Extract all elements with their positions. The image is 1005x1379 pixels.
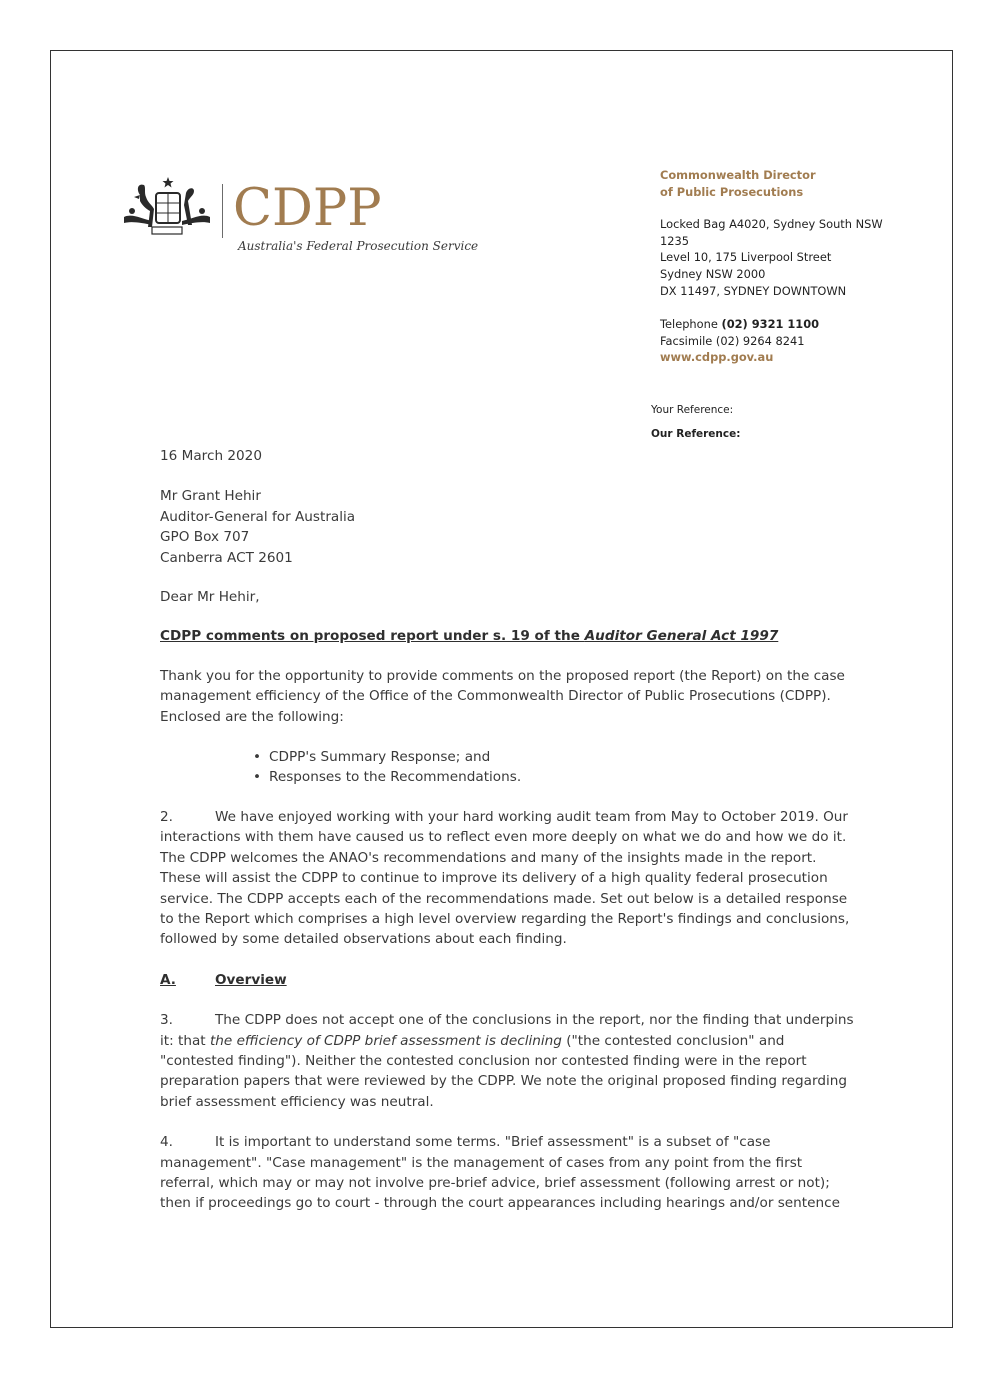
facsimile-line: Facsimile (02) 9264 8241	[660, 333, 805, 348]
our-reference-label: Our Reference:	[651, 428, 741, 440]
recipient-line: Canberra ACT 2601	[160, 549, 293, 566]
section-number: A.	[160, 971, 176, 988]
paragraph-3	[160, 1010, 860, 1112]
paragraph-2	[160, 807, 860, 950]
paragraph-text: We have enjoyed working with your hard working audit team from May to October 2019. Our interactions with them have caused us to reflect even more deeply on what we do and how we do it. The CDPP welcomes the ANAO's recommendations and many of the insights made in the report. These will assist the CDPP to continue to improve its delivery of a high quality federal prosecution service. The CDPP accepts each of the recommendations made. Set out below is a detailed response to the Report which comprises a high level overview regarding the Report's findings and conclusions, followed by some detailed observations about each finding.	[160, 808, 850, 948]
letter-body	[160, 446, 860, 1234]
sender-org-line2: of Public Prosecutions	[660, 184, 804, 199]
logo-wordmark: CDPP	[233, 179, 382, 238]
recipient-block	[160, 486, 860, 568]
recipient-line: Mr Grant Hehir	[160, 488, 261, 505]
sender-org-line1: Commonwealth Director	[660, 168, 816, 182]
address-line: DX 11497, SYDNEY DOWNTOWN	[660, 283, 847, 298]
section-heading	[160, 970, 860, 990]
paragraph-number: 2.	[160, 808, 173, 825]
address-line: Sydney NSW 2000	[660, 266, 766, 281]
paragraph-number: 3.	[160, 1012, 173, 1029]
subject-line	[160, 626, 860, 646]
paragraph-number: 4.	[160, 1134, 173, 1151]
paragraph-text: ("the contested conclusion" and "contested finding"). Neither the contested conclusion nor contested finding were in the report preparation papers that were reviewed by the CDPP. We note the original proposed finding regarding brief assessment efficiency was neutral.	[160, 1032, 847, 1110]
reference-block	[651, 398, 740, 446]
logo-divider	[222, 184, 223, 238]
intro-paragraph: Thank you for the opportunity to provide comments on the proposed report (the Report) on the case management efficiency of the Office of the Commonwealth Director of Public Prosecutions (CDPP). Enclosed are the following:	[160, 667, 845, 725]
paragraph-text: The CDPP does not accept one of the conclusions in the report, nor the finding that underpins it: that	[160, 1012, 854, 1049]
letter-date: 16 March 2020	[160, 448, 262, 464]
recipient-line: Auditor-General for Australia	[160, 508, 356, 525]
logo-tagline: Australia's Federal Prosecution Service	[238, 239, 479, 253]
paragraph-text: It is important to understand some terms. "Brief assessment" is a subset of "case management". "Case management" is the management of cases from any point from the first referral, which may or may not involve pre-brief advice, brief assessment (following arrest or not); then if proceedings go to court - through the court appearances including hearings and/or sentence	[160, 1134, 840, 1212]
paragraph-4	[160, 1132, 860, 1214]
address-line: Level 10, 175 Liverpool Street	[660, 250, 832, 265]
enclosures-list	[160, 747, 860, 788]
coat-of-arms-icon	[122, 175, 212, 239]
telephone-label: Telephone	[660, 317, 718, 332]
your-reference-label: Your Reference:	[651, 404, 734, 416]
website-link[interactable]: www.cdpp.gov.au	[660, 350, 774, 365]
list-item: • Responses to the Recommendations.	[253, 767, 860, 787]
subject-act-title: Auditor General Act 1997	[584, 628, 779, 645]
address-line: Locked Bag A4020, Sydney South NSW	[660, 217, 883, 232]
paragraph-emphasis: the efficiency of CDPP brief assessment is declining	[209, 1032, 562, 1049]
telephone-number: (02) 9321 1100	[721, 317, 820, 332]
section-title: Overview	[215, 971, 287, 988]
list-item: • CDPP's Summary Response; and	[253, 747, 860, 767]
salutation: Dear Mr Hehir,	[160, 589, 260, 606]
telephone-line	[660, 316, 920, 333]
sender-address-block	[660, 167, 920, 366]
subject-text: CDPP comments on proposed report under s. 19 of the	[160, 628, 585, 645]
address-line: 1235	[660, 233, 689, 248]
recipient-line: GPO Box 707	[160, 529, 250, 546]
